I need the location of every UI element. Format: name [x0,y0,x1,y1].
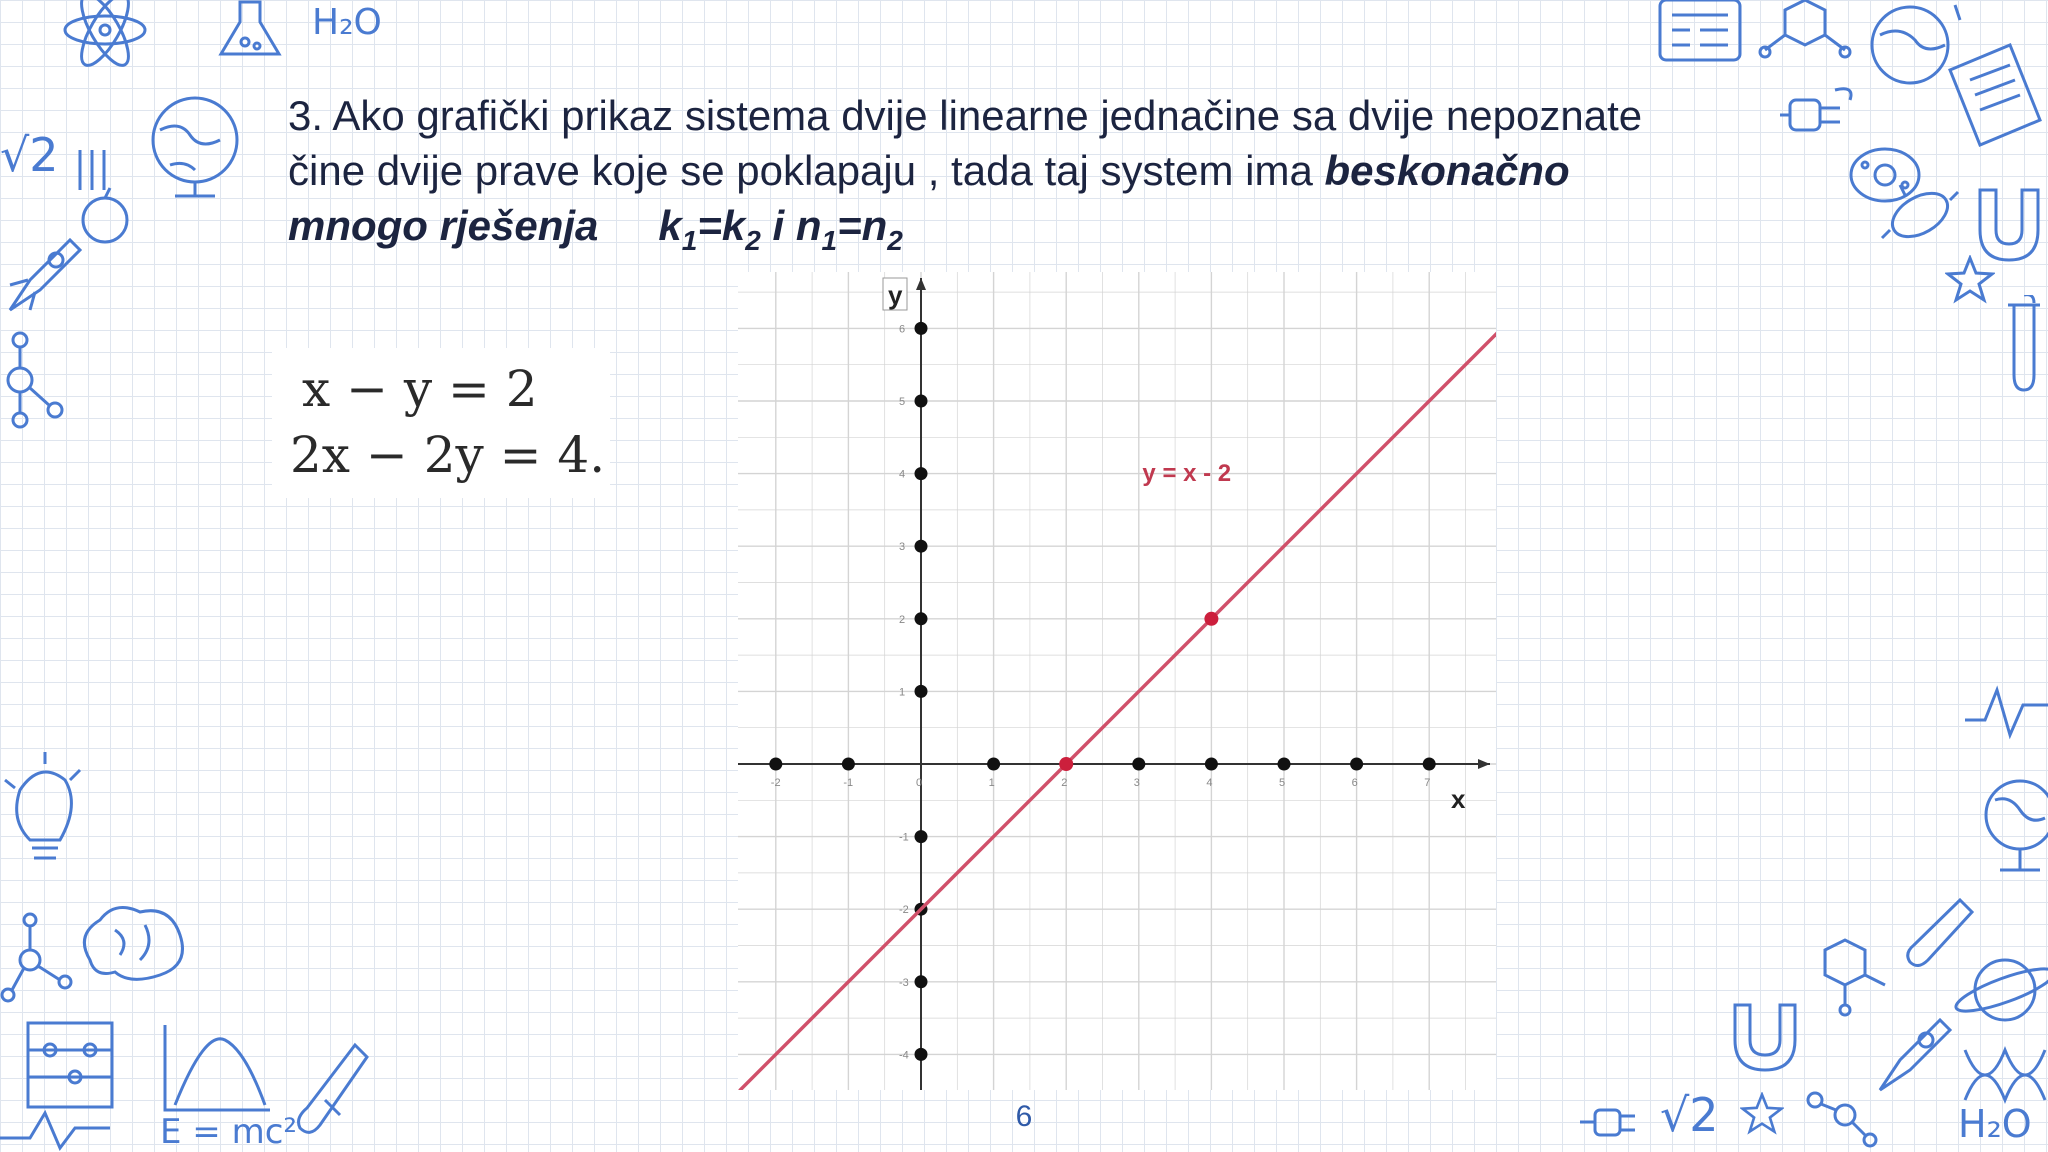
cond-n2: n [861,202,888,249]
hexagon-molecule-icon [1755,0,1855,70]
paragraph-line-3 [288,198,1798,256]
y-tick-label: 6 [899,323,906,336]
x-tick-label: 5 [1279,777,1286,789]
x-axis-arrow [1478,759,1490,769]
x-tick-label: 0 [916,777,923,789]
wave-icon [0,1108,160,1152]
x-tick-point [1423,758,1436,771]
series-label: y = x - 2 [1142,459,1232,487]
series-line [740,307,1497,1090]
plug-icon-2 [1580,1100,1650,1152]
cond-n1: n [795,202,822,249]
molecule-icon [0,330,70,430]
cond-k1: k [658,202,682,249]
star-icon-2 [1740,1092,1784,1136]
globe-icon [140,90,250,200]
slide-paragraph [288,88,1798,256]
cond-and: i [760,202,796,249]
x-tick-label: 1 [988,777,995,789]
bacteria-icon [1880,180,1960,250]
y-tick-point [915,322,928,335]
x-tick-label: 6 [1351,777,1358,789]
equation-system [272,348,610,498]
y-tick-label: 5 [899,396,906,408]
brain-icon [75,900,190,985]
y-tick-point [915,612,928,625]
globe-stand-icon [1970,770,2048,890]
x-tick-point [1278,758,1291,771]
emc2-doodle: E = mc² [160,1112,298,1152]
page-number: 6 [1015,1100,1033,1133]
cond-eq-2: = [837,202,862,249]
y-tick-point [915,685,928,698]
h2o-doodle-right: H₂O [1958,1102,2032,1146]
y-tick-label: 3 [899,541,906,554]
paragraph-line-1: 3. Ako grafički prikaz sistema dvije linearne jednačine sa dvije nepoznate [288,92,1643,139]
y-tick-label: 4 [899,468,906,481]
star-icon [1945,255,1995,305]
cond-k1-sub: 1 [681,225,698,256]
y-axis-arrow [916,278,926,290]
bell-curve-icon [155,1020,275,1120]
sqrt2-doodle: √2 [0,128,59,182]
y-tick-label: 1 [899,686,906,699]
graph-svg [738,272,1496,1090]
pulse-icon [1965,680,2048,740]
x-tick-label: 4 [1206,777,1213,789]
x-tick-point [987,758,1000,771]
y-tick-point [915,830,928,843]
highlight-point [1204,612,1218,626]
equation-1: x − y = 2 [302,360,538,418]
x-tick-label: -2 [770,777,781,789]
dna-icon [1960,1040,2048,1110]
planet-icon [1950,940,2048,1040]
cond-n2-sub: 2 [887,225,903,256]
y-tick-label: -3 [899,976,909,989]
cond-k2-sub: 2 [745,225,761,256]
y-tick-label: -1 [899,831,909,844]
x-tick-point [1132,758,1145,771]
molecule-icon-2 [0,910,75,1010]
y-tick-point [915,540,928,553]
y-tick-label: -4 [899,1049,909,1062]
paragraph-emphasis-infinite: beskonačno [1324,147,1570,194]
rocket-icon [0,230,90,320]
condition-formula [658,202,903,256]
sqrt2-doodle-right: √2 [1660,1088,1719,1142]
paragraph-emphasis-solutions: mnogo rješenja [288,202,599,249]
x-axis-label: x [1450,784,1466,814]
test-tube-icon [295,1040,375,1150]
molecule-icon-right [1800,1080,1880,1152]
book-icon [1940,40,2048,160]
cond-eq-1: = [697,202,722,249]
line-graph [738,272,1496,1090]
h2o-doodle: H₂O [312,2,382,43]
x-tick-label: 2 [1061,777,1068,789]
paragraph-line-2 [288,143,1798,198]
x-tick-point [1350,758,1363,771]
magnet-icon-2 [1720,990,1810,1080]
y-tick-label: -2 [899,904,909,917]
y-tick-label: 2 [899,613,906,626]
equation-2: 2x − 2y = 4. [290,426,606,484]
abacus-icon [20,1015,120,1115]
highlight-point [1059,757,1073,771]
x-tick-label: -1 [843,777,854,789]
cond-k2: k [721,202,746,249]
x-tick-point [1205,758,1218,771]
y-axis-label: y [888,280,903,310]
atom-icon [60,0,150,70]
y-tick-point [915,395,928,408]
x-tick-point [769,758,782,771]
lightbulb-icon [0,750,95,870]
x-tick-label: 7 [1424,777,1431,789]
x-tick-label: 3 [1133,777,1140,789]
y-tick-point [915,1048,928,1061]
flask-icon [215,0,285,60]
test-tube-icon-right [2000,295,2048,395]
hexagon-molecule-icon-2 [1800,930,1890,1020]
paragraph-line-2-text: čine dvije prave koje se poklapaju , tada taj system ima [288,147,1325,194]
y-tick-point [915,975,928,988]
cond-n1-sub: 1 [821,225,838,256]
x-tick-point [842,758,855,771]
calculator-icon [1650,0,1750,70]
y-tick-point [915,467,928,480]
rocket-icon-right [1870,1010,1960,1100]
